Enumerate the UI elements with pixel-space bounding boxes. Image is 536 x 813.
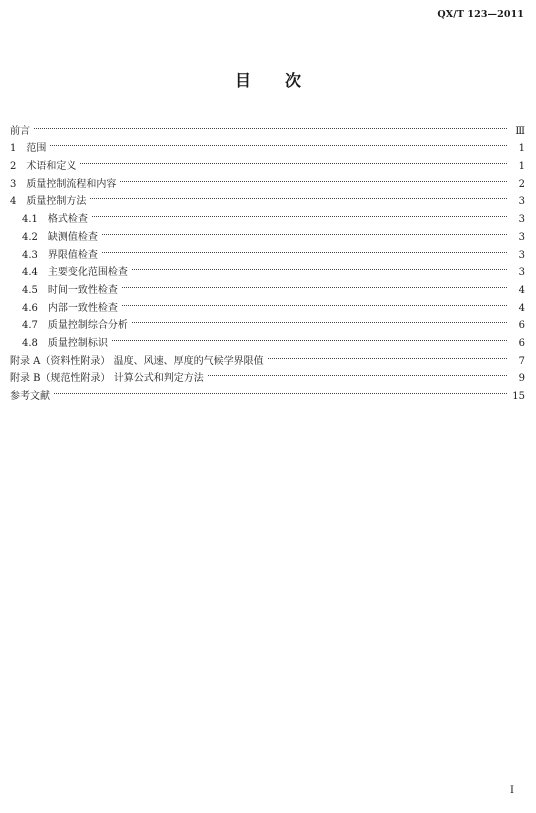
toc-entry-page: 4 (518, 302, 525, 314)
dot-leader (122, 293, 507, 311)
toc-entry[interactable] (10, 151, 525, 173)
dot-leader (112, 328, 507, 346)
table-of-contents (10, 116, 525, 402)
toc-entry-title (22, 300, 122, 318)
toc-entry-title (10, 140, 50, 158)
toc-entry[interactable] (10, 134, 525, 155)
toc-entry-title (10, 388, 54, 406)
page-number: Ⅰ (510, 785, 514, 796)
dot-leader (34, 116, 507, 134)
toc-entry-page: 6 (518, 320, 525, 332)
toc-entry-title (22, 247, 102, 265)
dot-leader (50, 134, 507, 152)
dot-leader (102, 240, 507, 258)
toc-entry-label: 范围 (26, 143, 47, 155)
dot-leader (268, 346, 507, 364)
toc-entry[interactable] (10, 116, 525, 137)
dot-leader (92, 204, 507, 222)
dot-leader (122, 275, 507, 293)
toc-entry-title (10, 123, 34, 141)
toc-entry-label: 参考文献 (10, 391, 50, 402)
toc-entry-page: 2 (518, 178, 525, 190)
dot-leader (102, 222, 507, 240)
toc-entry-page: 15 (512, 391, 525, 402)
toc-entry-title (22, 229, 102, 247)
dot-leader (132, 258, 507, 276)
toc-entry-page: 3 (518, 267, 525, 279)
toc-entry-label: 界限值检查 (47, 249, 98, 261)
toc-entry-number: 3 (10, 178, 17, 190)
toc-entry-title (22, 282, 122, 300)
document-code: QX/T 123—2011 (437, 9, 524, 20)
toc-entry[interactable] (10, 381, 525, 402)
toc-entry-label: 质量控制综合分析 (47, 320, 128, 332)
toc-entry-page: 6 (518, 337, 525, 349)
toc-entry-number: 4.7 (22, 320, 38, 332)
toc-entry-number: 4.3 (22, 249, 38, 261)
toc-entry-number: 4.6 (22, 302, 38, 314)
toc-entry-page: 4 (518, 284, 525, 296)
toc-entry-label: 格式检查 (47, 214, 88, 226)
toc-entry-label: 主要变化范围检查 (47, 267, 128, 279)
toc-entry-number: 4 (10, 196, 17, 208)
toc-entry-label: 内部一致性检查 (47, 302, 118, 314)
toc-entry-label: 附录 A（资料性附录） 温度、风速、厚度的气候学界限值 (10, 355, 264, 367)
toc-entry-number: 2 (10, 161, 17, 173)
toc-entry-label: 附录 B（规范性附录） 计算公式和判定方法 (10, 373, 204, 385)
toc-entry-page: Ⅲ (515, 125, 525, 137)
toc-entry-number: 4.8 (22, 337, 38, 349)
dot-leader (120, 169, 507, 187)
toc-entry-number: 4.2 (22, 231, 38, 243)
toc-entry-page: 1 (518, 143, 525, 155)
dot-leader (54, 381, 507, 399)
toc-entry-label: 质量控制标识 (47, 337, 108, 349)
toc-entry-label: 术语和定义 (26, 161, 77, 173)
toc-entry-label: 缺测值检查 (47, 231, 98, 243)
toc-entry-title (22, 335, 112, 353)
toc-entry-label: 质量控制流程和内容 (26, 178, 117, 190)
toc-entry-title (22, 264, 132, 282)
toc-entry-page: 3 (518, 196, 525, 208)
toc-entry-title (22, 211, 92, 229)
dot-leader (90, 187, 507, 205)
toc-entry-title (10, 193, 90, 211)
toc-entry-label: 时间一致性检查 (47, 284, 118, 296)
toc-entry-label: 前言 (10, 125, 30, 137)
page-title: 目次 (234, 71, 335, 90)
dot-leader (132, 311, 507, 329)
toc-entry-page: 3 (518, 231, 525, 243)
toc-entry-page: 3 (518, 214, 525, 226)
dot-leader (208, 364, 507, 382)
toc-entry-page: 3 (518, 249, 525, 261)
toc-entry-page: 1 (518, 161, 525, 173)
toc-entry-page: 7 (518, 355, 525, 367)
dot-leader (80, 151, 507, 169)
toc-entry-page: 9 (518, 373, 525, 385)
toc-entry-number: 1 (10, 143, 17, 155)
toc-entry-number: 4.5 (22, 284, 38, 296)
toc-entry-label: 质量控制方法 (26, 196, 87, 208)
toc-entry-number: 4.1 (22, 214, 38, 226)
toc-entry-number: 4.4 (22, 267, 38, 279)
toc-entry-title (10, 158, 80, 176)
toc-entry[interactable] (10, 169, 525, 190)
